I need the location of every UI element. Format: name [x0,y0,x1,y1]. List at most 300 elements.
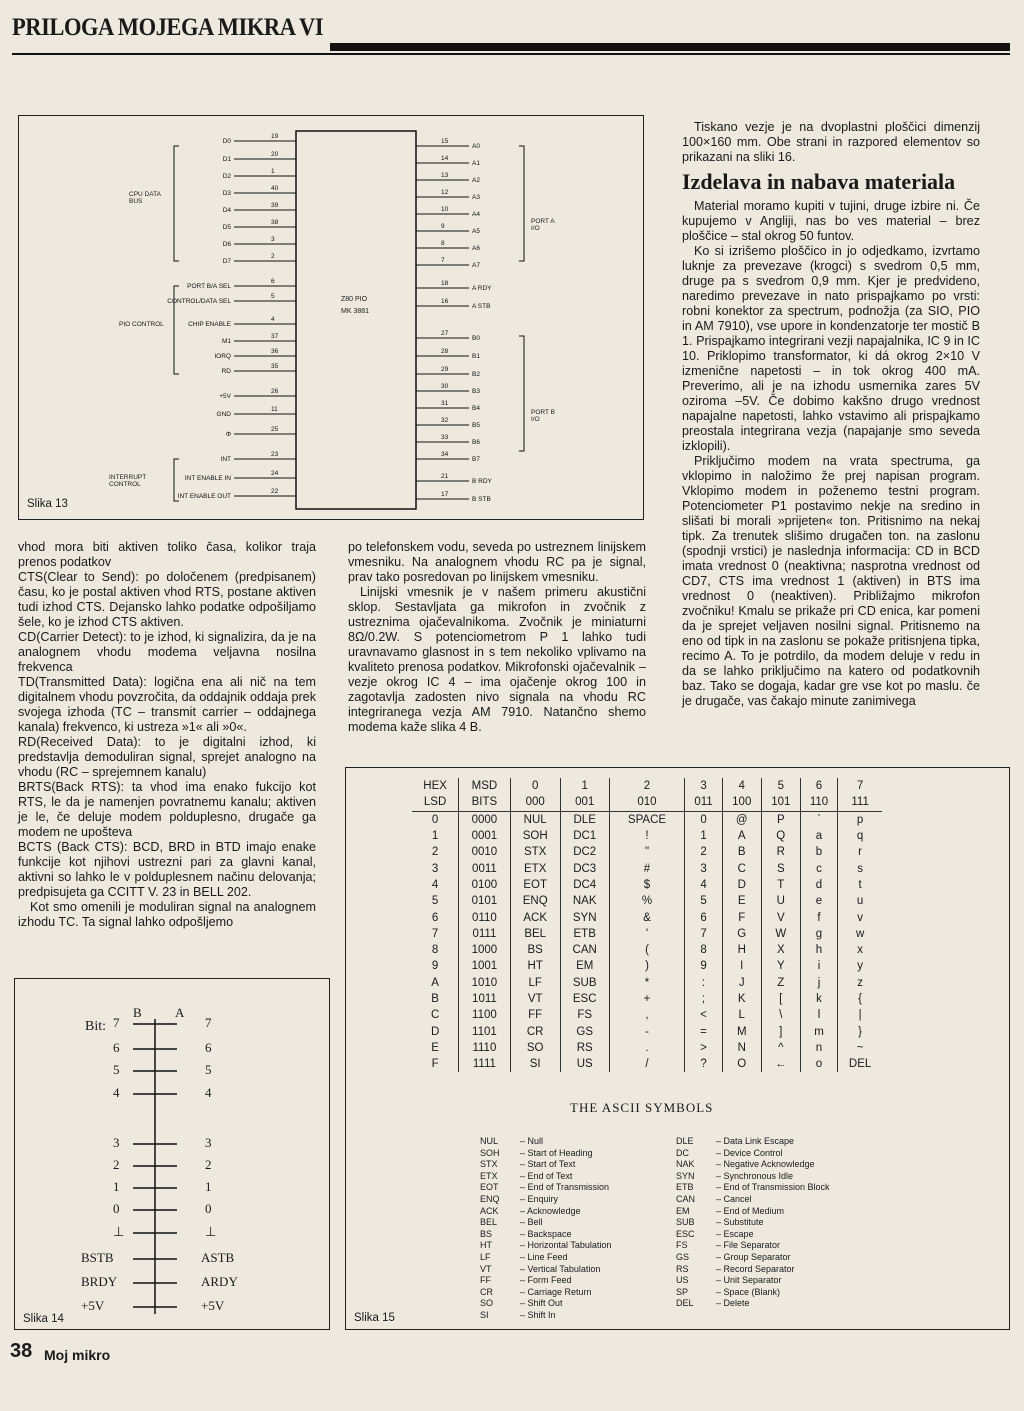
ascii-legend-item [676,1194,830,1206]
ascii-table-cell: 0100 [459,877,510,893]
ascii-table-cell: FF [510,1007,560,1023]
ascii-table-cell: GS [560,1023,609,1039]
ascii-table-cell: | [838,1007,882,1023]
ascii-table-cell: 0 [685,811,722,828]
ascii-table-cell: D [430,1025,440,1038]
ascii-table-cell: f [800,909,837,925]
ascii-legend-desc: – Cancel [716,1193,752,1204]
right-pin-label: B RDY [472,478,492,485]
right-pin-label: B7 [472,456,480,463]
left-pin-label: D6 [222,241,231,248]
ascii-legend-item [480,1136,611,1148]
ascii-legend-right [676,1136,830,1310]
fig14-left-label: 3 [113,1135,120,1150]
ascii-table-cell: > [685,1040,722,1056]
ascii-legend-desc: – Escape [716,1228,754,1239]
ascii-table-cell: } [838,1023,882,1039]
ascii-table-cell: M [722,1023,761,1039]
ascii-legend-desc: – Shift Out [520,1298,563,1309]
ascii-table-cell: b [800,844,837,860]
left-pin-label: GND [216,411,231,418]
magazine-name: Moj mikro [44,1347,111,1363]
ascii-table-cell: d [800,877,837,893]
right-pin-label: A2 [472,177,480,184]
left-pin-label: D5 [222,224,231,231]
ascii-table-cell: 8 [685,942,722,958]
fig14-left-label: 5 [113,1062,120,1077]
paragraph: Kot smo omenili je moduliran signal na analognem izhodu TC. Ta signal lahko odpošljemo [18,900,316,929]
ascii-table [412,778,882,1072]
ascii-table-cell: F [722,909,761,925]
left-pin-number: 1 [271,168,275,175]
ascii-legend-desc: – Shift In [520,1309,556,1320]
left-pin-label: D7 [222,258,231,265]
ascii-legend-item [676,1206,830,1218]
ascii-table-cell: RS [560,1040,609,1056]
paragraph: CD(Carrier Detect): to je izhod, ki signalizira, da je na analognem vhodu modema veljavna nosilna frekvenca [18,630,316,674]
ascii-table-cell: q [838,828,882,844]
ascii-table-cell: DC2 [560,844,609,860]
port-a-label: PORT A I/O [531,218,555,232]
ascii-table-cell: y [838,958,882,974]
ascii-table-cell: 0 [431,813,439,826]
ascii-table-cell: S [761,860,800,876]
ascii-table-cell: e [800,893,837,909]
ascii-table-cell: Q [761,828,800,844]
ascii-table-cell: % [609,893,685,909]
ascii-table-cell: BEL [510,926,560,942]
ascii-table-cell: O [722,1056,761,1072]
intro-paragraph: Tiskano vezje je na dvoplastni ploščici dimenzij 100×160 mm. Obe strani in razpored elementov so prikazani na sliki 16. [682,120,980,164]
ascii-table-cell: T [761,877,800,893]
fig14-connector-diagram [15,979,331,1331]
ascii-legend-desc: – Negative Acknowledge [716,1159,815,1170]
ascii-table-cell: . [609,1040,685,1056]
ascii-table-cell: 1011 [459,991,510,1007]
ascii-table-cell: $ [609,877,685,893]
ascii-table-cell: x [838,942,882,958]
ascii-table-cell: SUB [560,975,609,991]
ascii-table-cell: 3 [431,862,439,875]
fig14-right-label: 7 [205,1015,212,1030]
port-b-label: PORT B I/O [531,409,555,423]
ascii-table-cell: < [685,1007,722,1023]
ascii-legend-left [480,1136,611,1322]
figure-13 [18,115,644,520]
ascii-legend-desc: – Carriage Return [520,1286,592,1297]
ascii-table-cell: J [722,975,761,991]
ascii-table-cell: 0110 [459,909,510,925]
ascii-table-cell: 7 [685,926,722,942]
ascii-table-cell: 0011 [459,860,510,876]
ascii-table-cell: NUL [510,811,560,828]
paragraph: po telefonskem vodu, seveda po ustreznem linijskem vmesniku. Na analognem vhodu RC pa je signal, prav tako posredovan po linijskem vmesniku. [348,540,646,584]
ascii-legend-code: SP [676,1286,689,1297]
ascii-table-cell: 2 [431,846,439,859]
ascii-table-cell: 5 [685,893,722,909]
ascii-table-cell: @ [722,811,761,828]
ascii-table-cell: 100 [722,794,761,811]
ascii-legend-item [480,1194,611,1206]
ascii-table-cell: 1110 [459,1040,510,1056]
right-pin-label: B5 [472,422,480,429]
ascii-legend-desc: – Start of Heading [520,1147,593,1158]
ascii-table-row [412,958,882,974]
fig14-left-label: 7 [113,1015,120,1030]
left-pin-label: IORQ [214,353,231,360]
figure-15-caption: Slika 15 [354,1312,395,1324]
ascii-table-row [412,975,882,991]
left-pin-number: 24 [271,470,279,477]
ascii-table-row [412,909,882,925]
ascii-table-row [412,991,882,1007]
ascii-table-cell: 000 [510,794,560,811]
right-pin-label: A1 [472,160,480,167]
right-pin-label: A0 [472,143,480,150]
ascii-table-cell: NAK [560,893,609,909]
ascii-table-cell: 7 [838,778,882,794]
z80-pio-pinout-diagram [19,116,643,519]
ascii-table-cell: 111 [838,794,882,811]
ascii-legend-item [676,1275,830,1287]
ascii-legend-desc: – Data Link Escape [716,1136,795,1146]
ascii-table-cell: N [722,1040,761,1056]
ascii-legend-item [480,1229,611,1241]
right-pin-number: 32 [441,417,449,424]
ascii-table-cell: SI [510,1056,560,1072]
left-pin-label: PORT B/A SEL [187,283,231,290]
ascii-table-cell: 1000 [459,942,510,958]
ascii-legend-item [676,1182,830,1194]
ascii-table-cell: * [609,975,685,991]
ascii-legend-code: SUB [676,1217,695,1228]
left-pin-number: 26 [271,388,279,395]
ascii-table-cell: / [609,1056,685,1072]
ascii-legend-item [480,1159,611,1171]
left-pin-number: 20 [271,151,279,158]
ascii-table-cell: 1001 [459,958,510,974]
ascii-legend-code: CAN [676,1193,696,1204]
ascii-table-cell: BITS [459,794,510,811]
ascii-table-cell: = [685,1023,722,1039]
ascii-legend-desc: – Substitute [716,1217,764,1228]
ascii-legend-desc: – File Separator [716,1240,781,1251]
ascii-table-cell: ? [685,1056,722,1072]
ascii-legend-item [676,1298,830,1310]
ascii-table-cell: 4 [685,877,722,893]
right-pin-number: 34 [441,451,449,458]
ascii-legend-desc: – Horizontal Tabulation [520,1240,612,1251]
ascii-table-cell: D [722,877,761,893]
ascii-table-cell: 001 [560,794,609,811]
ascii-table-cell: h [800,942,837,958]
ascii-legend-desc: – Line Feed [520,1251,568,1262]
ascii-legend-code: DEL [676,1298,694,1309]
ascii-table-cell: 1 [560,778,609,794]
right-pin-label: A5 [472,228,480,235]
ascii-table-cell: " [609,844,685,860]
ascii-table-cell: 6 [431,911,439,924]
ascii-legend-code: SO [480,1298,494,1309]
ascii-table-cell: G [722,926,761,942]
ascii-table-cell: ! [609,828,685,844]
ascii-legend-desc: – Device Control [716,1147,783,1158]
ascii-table-cell: SYN [560,909,609,925]
ascii-table-cell: B [431,993,439,1005]
right-pin-number: 30 [441,383,449,390]
left-pin-label: CONTROL/DATA SEL [167,298,231,305]
ascii-legend-code: ACK [480,1205,499,1216]
fig14-left-label: 6 [113,1040,120,1055]
ascii-table-cell: HT [510,958,560,974]
ascii-table-cell: 4 [431,878,439,891]
ascii-table-cell: ~ [838,1040,882,1056]
header-rule-thin [12,53,1010,55]
chip-name: Z80 PIO [341,296,368,303]
ascii-table-cell: u [838,893,882,909]
ascii-table-cell: 1 [431,830,439,843]
ascii-table-cell: A [722,828,761,844]
left-pin-number: 37 [271,333,279,340]
ascii-table-cell: ; [685,991,722,1007]
ascii-legend-item [480,1217,611,1229]
right-pin-number: 21 [441,473,449,480]
ascii-legend-desc: – Enquiry [520,1193,559,1204]
ascii-legend-code: DC [676,1147,689,1158]
ascii-table-cell: LSD [412,794,459,811]
ascii-table-cell: 7 [431,927,439,940]
right-pin-label: B4 [472,405,480,412]
ascii-table-cell: SO [510,1040,560,1056]
left-pin-number: 39 [271,202,279,209]
ascii-table-row [412,942,882,958]
ascii-table-cell: DC3 [560,860,609,876]
ascii-table-cell: z [838,975,882,991]
ascii-legend-item [676,1217,830,1229]
fig14-right-label: 4 [205,1085,212,1100]
ascii-legend-code: SI [480,1309,489,1320]
pio-control-label: PIO CONTROL [119,321,164,328]
ascii-table-row [412,844,882,860]
right-pin-label: B1 [472,353,480,360]
fig14-right-label: 1 [205,1179,212,1194]
ascii-legend-code: ESC [676,1228,695,1239]
ascii-table-row [412,811,882,828]
right-pin-number: 28 [441,348,449,355]
ascii-table-cell: 011 [685,794,722,811]
ascii-table-cell: C [722,860,761,876]
ascii-table-cell: 1101 [459,1023,510,1039]
ascii-table-cell: 0111 [459,926,510,942]
ascii-legend-code: STX [480,1159,498,1170]
ascii-table-cell: j [800,975,837,991]
ascii-table-cell: LF [510,975,560,991]
ascii-table-title: THE ASCII SYMBOLS [570,1100,714,1115]
ascii-table-cell: 4 [722,778,761,794]
ascii-table-cell: l [800,1007,837,1023]
right-pin-number: 29 [441,366,449,373]
right-pin-number: 9 [441,223,445,230]
right-pin-label: A RDY [472,285,492,292]
ascii-table-cell: ) [609,958,685,974]
ascii-table-cell: DLE [560,811,609,828]
ascii-table-row [412,1040,882,1056]
fig14-right-label: 3 [205,1135,212,1150]
ascii-table-cell: k [800,991,837,1007]
ascii-table-cell: ETX [510,860,560,876]
right-pin-number: 16 [441,298,449,305]
ascii-table-cell: s [838,860,882,876]
ascii-table-cell: ^ [761,1040,800,1056]
ascii-table-row [412,893,882,909]
ascii-legend-desc: – Record Separator [716,1263,795,1274]
right-pin-label: A3 [472,194,480,201]
right-pin-label: B3 [472,388,480,395]
ascii-table-cell: ' [609,926,685,942]
right-pin-number: 12 [441,189,449,196]
ascii-table-cell: BS [510,942,560,958]
ascii-table-cell: t [838,877,882,893]
ascii-table-cell: a [800,828,837,844]
ascii-legend-desc: – End of Text [520,1170,573,1181]
right-pin-label: B6 [472,439,480,446]
ascii-table-cell: c [800,860,837,876]
left-pin-number: 25 [271,426,279,433]
ascii-legend-desc: – Form Feed [520,1275,572,1286]
ascii-table-cell: 2 [685,844,722,860]
left-pin-number: 2 [271,253,275,260]
ascii-table-cell: n [800,1040,837,1056]
page-number: 38 [10,1340,33,1362]
ascii-table-cell: E [722,893,761,909]
ascii-table-cell: K [722,991,761,1007]
right-pin-label: B STB [472,496,491,503]
left-pin-number: 6 [271,278,275,285]
ascii-table-cell: 110 [800,794,837,811]
ascii-legend-item [480,1287,611,1299]
ascii-table-cell: V [761,909,800,925]
figure-13-caption: Slika 13 [27,498,68,510]
ascii-legend-code: RS [676,1263,689,1274]
right-pin-label: B2 [472,371,480,378]
left-pin-label: Φ [225,431,231,438]
ascii-legend-code: SOH [480,1147,500,1158]
ascii-table-cell: ESC [560,991,609,1007]
fig14-left-label: 1 [113,1179,120,1194]
ascii-table-cell: 0101 [459,893,510,909]
ascii-table-cell: & [609,909,685,925]
ascii-table-cell: 6 [800,778,837,794]
ascii-table-cell: CR [510,1023,560,1039]
paragraph: Priključimo modem na vrata spectruma, ga vklopimo in naložimo že prej napisan program. Vklopimo modem in poženemo testni program. Potenciometer P1 postavimo nekje na sredino in slišati bi morali »prijeten« ton. Pritisnimo na nekaj tipk. Za trenutek slišimo drugačen ton. na zaslonu (spodnji vrstici) je naslednja informacija: CD in BCD imata vrednost 0 (neaktivna; nasprotna vrednost od CD7, CTS ima vrednost 1 (aktiven) in BTS ima vrednost 0 (neaktiven). Približajmo mikrofon zvočniku! Kmalu se prikaže pri CD enica, kar pomeni da je sprejet veljaven nosilni signal. Pritisnemo na eno od tipk in na zaslonu se pokaže pritisnjena tipka, recimo A. To je potrdilo, da modem deluje v redu in da se lahko priključimo na katero od podatkovnih baz. Tako se dogaja, kadar gre vse kot po maslu. če je drugače, vas čakajo minute zanimivega [682,454,980,708]
ascii-table-row [412,1007,882,1023]
ascii-table-cell: U [761,893,800,909]
right-top-column [682,120,980,709]
ascii-table-row [412,926,882,942]
ascii-legend-code: US [676,1275,689,1286]
ascii-legend-desc: – Synchronous Idle [716,1170,794,1181]
ascii-table-cell: 1 [685,828,722,844]
left-pin-number: 23 [271,451,279,458]
fig14-right-label: 5 [205,1062,212,1077]
ascii-legend-code: HT [480,1240,492,1251]
ascii-table-cell: B [722,844,761,860]
ascii-table-cell: ETB [560,926,609,942]
ascii-legend-desc: – Delete [716,1298,750,1309]
fig14-left-label: 4 [113,1085,120,1100]
ascii-table-cell: g [800,926,837,942]
ascii-legend-item [480,1206,611,1218]
ascii-legend-code: FF [480,1275,491,1286]
ascii-table-cell: p [838,811,882,828]
left-pin-label: INT ENABLE IN [184,475,231,482]
ascii-table-row [412,1023,882,1039]
ascii-table-cell: ENQ [510,893,560,909]
ascii-legend-item [480,1240,611,1252]
ascii-legend-code: LF [480,1251,491,1262]
ascii-legend-item [676,1229,830,1241]
ascii-legend-code: ENQ [480,1193,500,1204]
ascii-table-cell: 9 [431,960,439,973]
ascii-table-cell: SPACE [609,811,685,828]
fig14-left-label: 2 [113,1157,120,1172]
ascii-table-cell: P [761,811,800,828]
ascii-table-cell: DC1 [560,828,609,844]
left-pin-number: 3 [271,236,275,243]
ascii-table-cell: 1111 [459,1056,510,1072]
ascii-table-cell: 1100 [459,1007,510,1023]
ascii-table-row [412,860,882,876]
ascii-legend-desc: – End of Medium [716,1205,785,1216]
fig14-left-label: BRDY [81,1274,118,1289]
left-pin-label: INT [220,456,231,463]
ascii-legend-desc: – Backspace [520,1228,572,1239]
ascii-table-cell: ` [800,811,837,828]
ascii-legend-code: VT [480,1263,492,1274]
ascii-table-cell: ← [761,1056,800,1072]
chip-subname: MK 3881 [341,308,370,315]
right-pin-number: 8 [441,240,445,247]
left-pin-label: D1 [222,156,231,163]
ascii-table-cell: FS [560,1007,609,1023]
paragraph: vhod mora biti aktiven toliko časa, kolikor traja prenos podatkov [18,540,316,569]
fig14-col-a: A [175,1005,185,1020]
paragraph: Linijski vmesnik je v našem primeru akustični sklop. Sestavljata ga mikrofon in zvočnik z ustreznima ojačevalnikoma. Zvočnik je miniaturni 8Ω/0.2W. S potenciometrom P 1 lahko tudi uravnavamo glasnost in s tem nekoliko vplivamo na kvaliteto prenosa podatkov. Mikrofonski ojačevalnik – vezje okrog IC 4 – ima ojačenje okrog 100 in zagotavlja zadosten nivo signala na vhodu RC integriranega vezja AM 7910. Natančno shemo modema kaže slika 4 B. [348,585,646,734]
left-pin-label: +5V [219,393,231,400]
ascii-legend-code: NUL [480,1136,499,1146]
ascii-table-cell: HEX [423,780,447,793]
ascii-table-cell: v [838,909,882,925]
ascii-table-cell: i [800,958,837,974]
ascii-table-cell: STX [510,844,560,860]
ascii-table-cell: Y [761,958,800,974]
left-pin-label: D4 [222,207,231,214]
left-pin-number: 40 [271,185,279,192]
right-pin-number: 31 [441,400,449,407]
ascii-table-cell: MSD [459,778,510,794]
left-pin-label: M1 [221,338,231,345]
ascii-legend-code: BS [480,1228,493,1239]
right-pin-number: 17 [441,491,449,498]
left-pin-label: CHIP ENABLE [188,321,231,328]
ascii-table-cell: 0001 [459,828,510,844]
left-pin-number: 4 [271,316,275,323]
fig14-left-label: 0 [113,1201,120,1216]
ascii-legend-item [480,1182,611,1194]
ascii-table-cell: w [838,926,882,942]
ascii-legend-code: EOT [480,1182,499,1193]
ascii-table-cell: DC4 [560,877,609,893]
